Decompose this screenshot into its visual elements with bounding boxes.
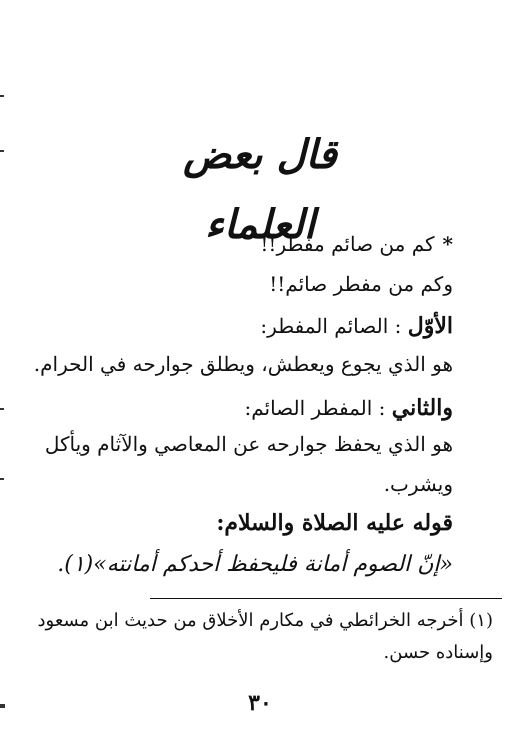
text-line-1 <box>260 232 453 256</box>
text-line-5 <box>244 395 453 421</box>
text-line-7: ويشرب. <box>383 472 453 496</box>
margin-mark <box>0 150 4 152</box>
footnote-line-1: (١) أخرجه الخرائطي في مكارم الأخلاق من حديث ابن مسعود <box>37 610 493 631</box>
section-heading-first: الأوّل <box>407 313 453 339</box>
line-text: : الصائم المفطر: <box>260 314 402 338</box>
footnote-separator <box>150 598 502 599</box>
margin-mark <box>0 704 5 708</box>
hadith-quote: «إنّ الصوم أمانة فليحفظ أحدكم أمانته»(١). <box>57 552 453 577</box>
text-line-6: هو الذي يحفظ جوارحه عن المعاصي والآثام ويأكل <box>44 432 453 456</box>
margin-mark <box>0 478 4 480</box>
text-line-3 <box>260 313 453 339</box>
page-title: قال بعض العلماء <box>183 131 337 248</box>
page-number: ٣٠ <box>248 690 272 716</box>
text-line-4: هو الذي يجوع ويعطش، ويطلق جوارحه في الحرام. <box>33 352 453 376</box>
margin-mark <box>0 408 4 410</box>
section-heading-second: والثاني <box>391 395 453 421</box>
margin-mark <box>0 95 4 97</box>
text-line-8: قوله عليه الصلاة والسلام: <box>216 510 453 536</box>
line-text: : المفطر الصائم: <box>244 396 386 420</box>
text-line-2: وكم من مفطر صائم!! <box>269 272 453 296</box>
asterisk-bullet: * <box>442 232 453 256</box>
line-text: كم من صائم مفطر!! <box>260 232 435 256</box>
footnote-line-2: وإسناده حسن. <box>383 642 493 663</box>
